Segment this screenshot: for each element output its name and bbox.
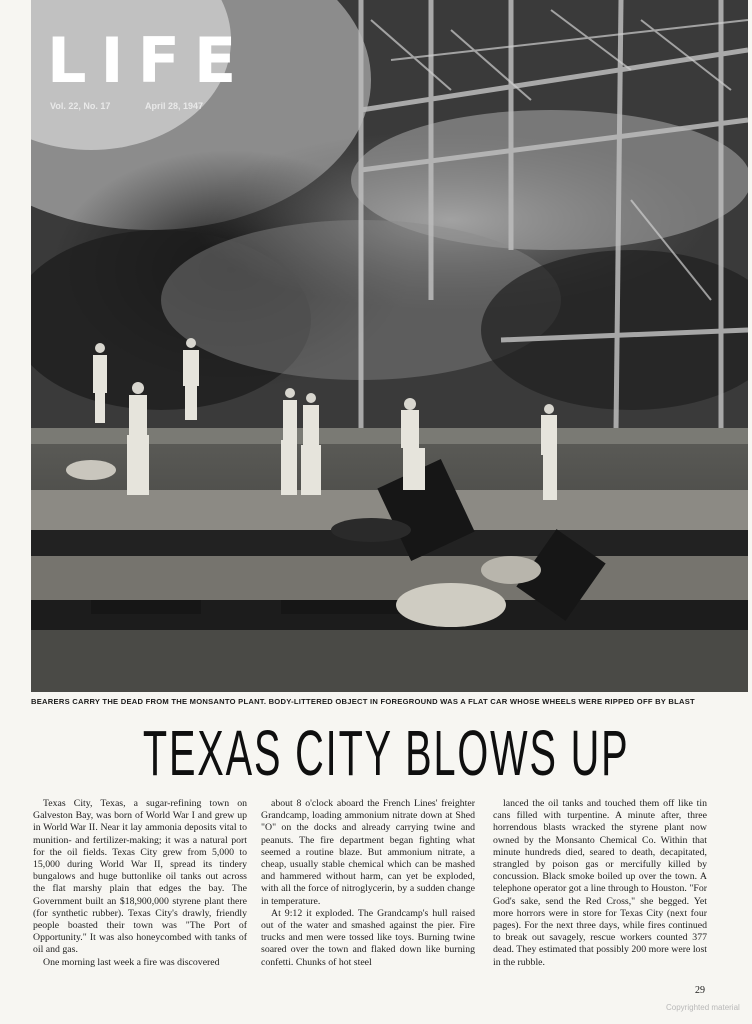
paragraph: One morning last week a fire was discovered (43, 956, 220, 968)
page-number: 29 (695, 985, 705, 996)
paragraph: Texas City, Texas, a sugar-refining town on Galveston Bay, was born of World War I and grew up in World War II. Near it lay ammonia deposits vital to munition- and fertilizer-making; it was a natural port for the oil fields. Texas City grew from 5,000 to 15,000 during World War II, spread its tindery bungalows and huge buttonlike oil tanks out across the flat marshy plain that edges the bay. The Government built an $18,900,000 styrene plant there (for synthetic rubber). Texas City's drawly, friendly people boasted their town was "The Port of Opportunity." It was also honeycombed with tanks of oil and gas. (33, 798, 247, 956)
issue-volume: Vol. 22, No. 17 (50, 101, 111, 111)
photo-illustration (31, 0, 748, 692)
paragraph: about 8 o'clock aboard the French Lines' freighter Grandcamp, loading ammonium nitrate down at Shed "O" on the docks and already carrying twine and peanuts. The fire department began fighting what seemed a routine blaze. But ammonium nitrate, a cheap, usually stable chemical which can be mashed and hammered without harm, can yet be exploded, with all the force of nitroglycerin, by a sudden change in temperature. (261, 798, 475, 907)
article-column-1 (33, 798, 247, 969)
article-column-3 (493, 798, 707, 969)
blast-scene-photo (31, 0, 748, 692)
photo-caption: BEARERS CARRY THE DEAD FROM THE MONSANTO PLANT. BODY-LITTERED OBJECT IN FOREGROUND WAS A FLAT CAR WHOSE WHEELS WERE RIPPED OFF BY BLAST (31, 697, 695, 706)
article-column-2 (261, 798, 475, 969)
copyright-watermark: Copyrighted material (666, 1003, 740, 1012)
paragraph: lanced the oil tanks and touched them off like tin cans filled with turpentine. A minute after, three horrendous blasts wracked the styrene plant now owned by the Monsanto Chemical Co. Within that minute hundreds died, seared to death, decapitated, strangled by poison gas or mercifully killed by concussion. Black smoke boiled up over the town. A telephone operator got a line through to Houston. "For God's sake, send the Red Cross," she begged. Yet more horrors were in store for Texas City (next four pages). For the next three days, while fires continued to break out savagely, rescue workers counted 377 dead. They estimated that possibly 200 more were lost in the rubble. (493, 798, 707, 968)
magazine-masthead: LIFE (47, 24, 251, 97)
issue-date: April 28, 1947 (145, 101, 204, 111)
article-headline: TEXAS CITY BLOWS UP (142, 717, 630, 789)
paragraph: At 9:12 it exploded. The Grandcamp's hull raised out of the water and smashed against the pier. Fire trucks and men were tossed like toys. Burning twine soared over the town and flaked down like burning confetti. Chunks of hot steel (261, 907, 475, 968)
